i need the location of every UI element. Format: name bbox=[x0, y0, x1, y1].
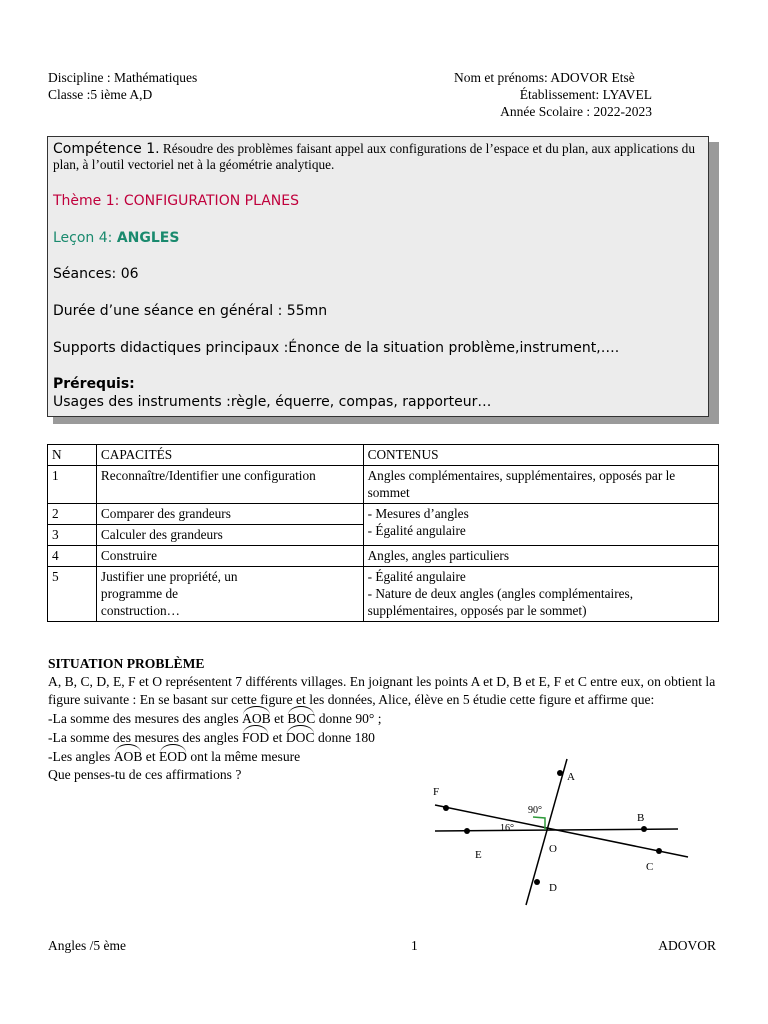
footer-right: ADOVOR bbox=[658, 938, 716, 953]
table-row bbox=[48, 546, 719, 567]
row-capacite: Calculer des grandeurs bbox=[96, 525, 363, 546]
capacite-line: programme de bbox=[100, 586, 179, 601]
contenu-line: - Égalité angulaire bbox=[367, 523, 466, 538]
competence-label: Compétence 1. bbox=[53, 141, 160, 157]
claim-text: -Les angles bbox=[48, 749, 114, 764]
label-e: E bbox=[475, 849, 482, 861]
point-a bbox=[557, 770, 563, 776]
point-b bbox=[641, 826, 647, 832]
lecon-label: Leçon 4: bbox=[53, 230, 117, 246]
angle-aob: AOB bbox=[113, 749, 143, 764]
claim-text: ont la même mesure bbox=[186, 749, 301, 764]
competence-text: Résoudre des problèmes faisant appel aux configurations de l’espace et du plan, aux applications du plan, à l’outil vectoriel net à la géométrie analytique. bbox=[53, 141, 695, 172]
row-contenu bbox=[363, 567, 718, 622]
row-capacite: Reconnaître/Identifier une configuration bbox=[96, 466, 363, 504]
point-e bbox=[464, 828, 470, 834]
table-header-contenus: CONTENUS bbox=[363, 445, 718, 466]
label-d: D bbox=[549, 882, 557, 894]
label-f: F bbox=[433, 786, 440, 798]
point-d bbox=[534, 879, 540, 885]
table-header-n: N bbox=[48, 445, 97, 466]
row-number: 2 bbox=[48, 504, 97, 525]
table-header-row bbox=[48, 445, 719, 466]
capacites-table bbox=[47, 444, 719, 622]
angle-fod: FOD bbox=[242, 730, 270, 745]
row-contenu: Angles, angles particuliers bbox=[363, 546, 718, 567]
row-number: 4 bbox=[48, 546, 97, 567]
table-row bbox=[48, 567, 719, 622]
supports: Supports didactiques principaux :Énonce de la situation problème,instrument,…. bbox=[53, 340, 620, 356]
claim-text: et bbox=[269, 730, 286, 745]
angle-aob: AOB bbox=[242, 711, 271, 726]
label-o: O bbox=[549, 843, 557, 855]
lecon-title: ANGLES bbox=[116, 230, 180, 246]
situation-intro: A, B, C, D, E, F et O représentent 7 différents villages. En joignant les points A et D, B et E, F et C entre eux, on obtient la figure suivante : En se basant sur cette figure et les données, Alice, élève en 5 étudie cette figure et affirme que: bbox=[48, 674, 716, 707]
theme-title: Thème 1: CONFIGURATION PLANES bbox=[53, 193, 299, 209]
competence-statement bbox=[53, 141, 703, 173]
claim-text: et bbox=[270, 711, 288, 726]
discipline: Discipline : Mathématiques bbox=[48, 70, 198, 85]
angle-doc: DOC bbox=[285, 730, 315, 745]
nom-prenoms: Nom et prénoms: ADOVOR Etsè bbox=[454, 70, 635, 85]
claim-text: et bbox=[142, 749, 159, 764]
claim-text: donne 180 bbox=[314, 730, 375, 745]
label-a: A bbox=[567, 771, 575, 783]
prerequis-label: Prérequis: bbox=[53, 376, 135, 392]
claim-2 bbox=[48, 728, 728, 747]
capacite-line: Justifier une propriété, un bbox=[100, 569, 238, 584]
table-header-capacites: CAPACITÉS bbox=[96, 445, 363, 466]
point-f bbox=[443, 805, 449, 811]
table-row bbox=[48, 504, 719, 525]
table-row bbox=[48, 466, 719, 504]
situation-question: Que penses-tu de ces affirmations ? bbox=[48, 767, 242, 782]
label-c: C bbox=[646, 861, 654, 873]
right-angle-mark bbox=[533, 817, 545, 830]
contenu-line: - Mesures d’angles bbox=[367, 506, 469, 521]
angle-label-90: 90° bbox=[528, 805, 542, 816]
classe: Classe :5 ième A,D bbox=[48, 87, 153, 102]
competence-box bbox=[47, 136, 709, 417]
capacite-line: construction… bbox=[100, 603, 180, 618]
lecon-line bbox=[53, 229, 703, 247]
footer-page-number: 1 bbox=[411, 938, 418, 953]
prerequis: Usages des instruments :règle, équerre, compas, rapporteur… bbox=[53, 394, 492, 410]
row-number: 1 bbox=[48, 466, 97, 504]
contenu-line: - Égalité angulaire bbox=[367, 569, 466, 584]
angle-label-16: 16° bbox=[500, 823, 514, 834]
row-contenu bbox=[363, 504, 718, 546]
point-c bbox=[656, 848, 662, 854]
row-number: 3 bbox=[48, 525, 97, 546]
row-number: 5 bbox=[48, 567, 97, 622]
footer-left: Angles /5 ème bbox=[48, 938, 126, 953]
seances: Séances: 06 bbox=[53, 266, 139, 282]
row-contenu: Angles complémentaires, supplémentaires, opposés par le sommet bbox=[363, 466, 718, 504]
row-capacite bbox=[96, 567, 363, 622]
row-capacite: Comparer des grandeurs bbox=[96, 504, 363, 525]
angle-eod: EOD bbox=[159, 749, 187, 764]
etablissement: Établissement: LYAVEL bbox=[519, 87, 652, 102]
annee-scolaire: Année Scolaire : 2022-2023 bbox=[500, 104, 652, 119]
line-ad bbox=[526, 759, 567, 905]
claim-1 bbox=[48, 709, 728, 728]
angle-boc: BOC bbox=[287, 711, 316, 726]
geometry-figure bbox=[420, 755, 700, 910]
claim-text: -La somme des mesures des angles bbox=[48, 711, 243, 726]
claim-text: -La somme des mesures des angles bbox=[48, 730, 243, 745]
label-b: B bbox=[637, 812, 645, 824]
situation-title: SITUATION PROBLÈME bbox=[48, 656, 205, 671]
contenu-line: - Nature de deux angles (angles complémentaires, supplémentaires, opposés par le sommet) bbox=[367, 586, 634, 618]
claim-text: donne 90° ; bbox=[315, 711, 382, 726]
row-capacite: Construire bbox=[96, 546, 363, 567]
duree: Durée d’une séance en général : 55mn bbox=[53, 303, 328, 319]
